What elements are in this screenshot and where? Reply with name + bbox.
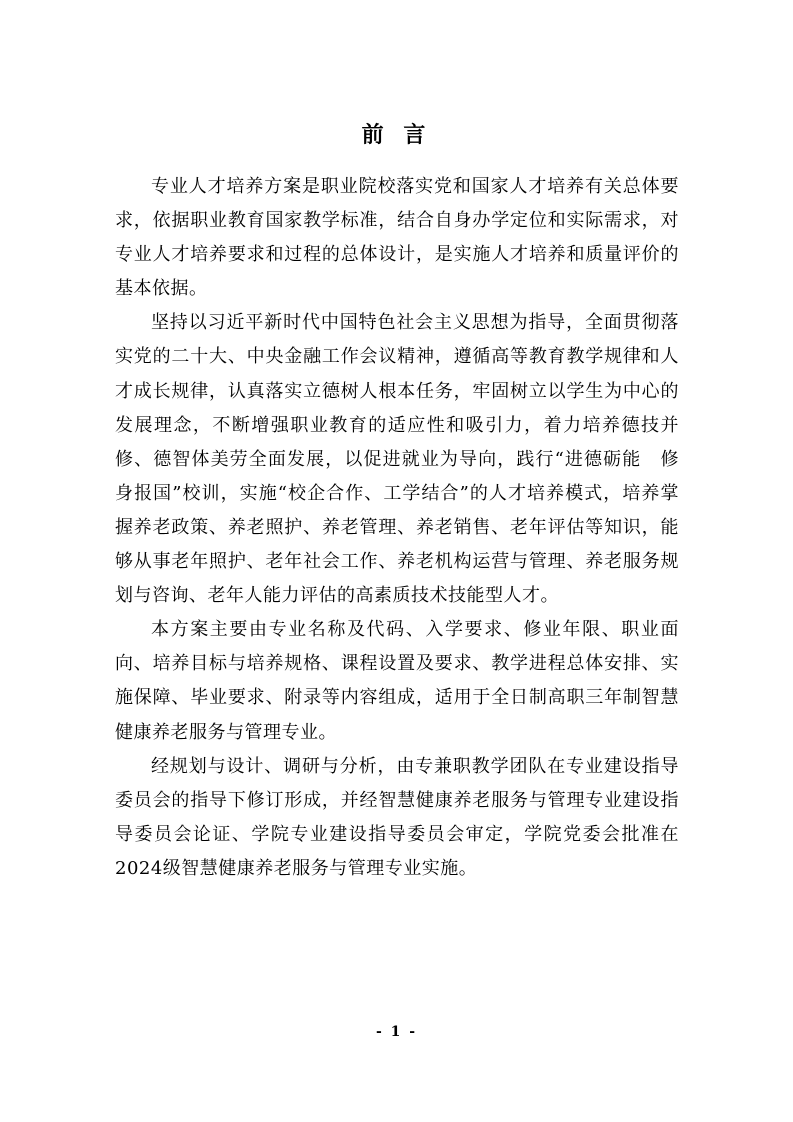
page-number: - 1 - <box>375 1024 418 1040</box>
paragraph-4: 经规划与设计、调研与分析，由专兼职教学团队在专业建设指导委员会的指导下修订形成，并经智慧健康养老服务与管理专业建设指导委员会论证、学院专业建设指导委员会审定，学院党委会批准在2024级智慧健康养老服务与管理专业实施。 <box>115 755 679 879</box>
paragraph-3: 本方案主要由专业名称及代码、入学要求、修业年限、职业面向、培养目标与培养规格、课程设置及要求、教学进程总体安排、实施保障、毕业要求、附录等内容组成，适用于全日制高职三年制智慧健康养老服务与管理专业。 <box>115 619 679 743</box>
body-text <box>115 170 679 886</box>
paragraph-2: 坚持以习近平新时代中国特色社会主义思想为指导，全面贯彻落实党的二十大、中央金融工作会议精神，遵循高等教育教学规律和人才成长规律，认真落实立德树人根本任务，牢固树立以学生为中心的发展理念，不断增强职业教育的适应性和吸引力，着力培养德技并修、德智体美劳全面发展，以促进就业为导向，践行“进德砺能 修身报国”校训，实施“校企合作、工学结合”的人才培养模式，培养掌握养老政策、养老照护、养老管理、养老销售、老年评估等知识，能够从事老年照护、老年社会工作、养老机构运营与管理、养老服务规划与咨询、老年人能力评估的高素质技术技能型人才。 <box>115 312 679 607</box>
paragraph-1: 专业人才培养方案是职业院校落实党和国家人才培养有关总体要求，依据职业教育国家教学标准，结合自身办学定位和实际需求，对专业人才培养要求和过程的总体设计，是实施人才培养和质量评价的基本依据。 <box>115 176 679 300</box>
page-title: 前 言 <box>361 121 432 148</box>
